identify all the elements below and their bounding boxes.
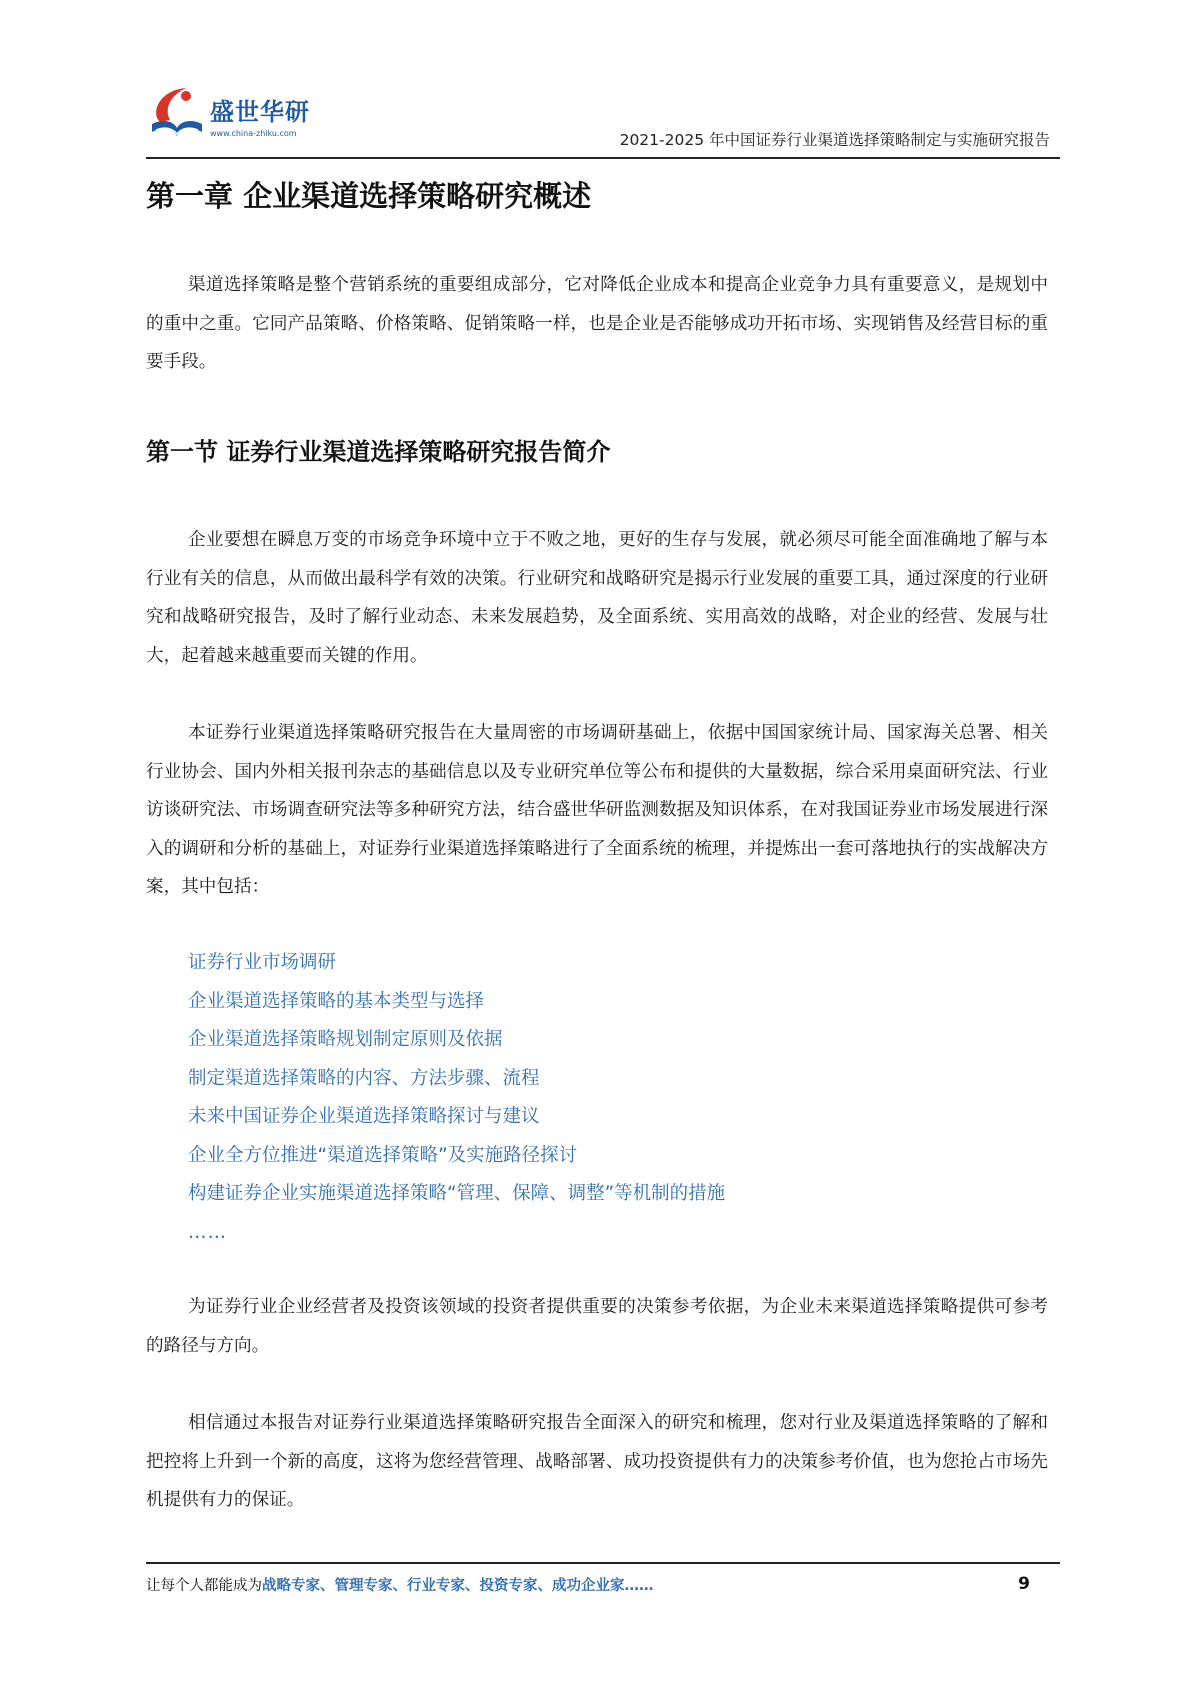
contents-item[interactable]: 企业渠道选择策略的基本类型与选择 — [188, 990, 485, 1012]
contents-list — [188, 944, 725, 1252]
logo-emblem-icon — [146, 82, 208, 144]
body-paragraph-1: 企业要想在瞬息万变的市场竞争环境中立于不败之地，更好的生存与发展，就必须尽可能全面准确地了解与本行业有关的信息，从而做出最科学有效的决策。行业研究和战略研究是揭示行业发展的重要工具，通过深度的行业研究和战略研究报告，及时了解行业动态、未来发展趋势，及全面系统、实用高效的战略，对企业的经营、发展与壮大，起着越来越重要而关键的作用。 — [146, 530, 1048, 666]
company-logo — [146, 80, 326, 150]
footer-slogan-roles: 战略专家、管理专家、行业专家、投资专家、成功企业家…… — [262, 1578, 654, 1594]
contents-item[interactable]: 制定渠道选择策略的内容、方法步骤、流程 — [188, 1067, 540, 1089]
logo-url: www.china-zhiku.com — [210, 129, 297, 138]
intro-paragraph: 渠道选择策略是整个营销系统的重要组成部分，它对降低企业成本和提高企业竞争力具有重要意义，是规划中的重中之重。它同产品策略、价格策略、促销策略一样，也是企业是否能够成功开拓市场、实现销售及经营目标的重要手段。 — [146, 275, 1048, 372]
contents-item[interactable]: 未来中国证券企业渠道选择策略探讨与建议 — [188, 1106, 540, 1127]
contents-item[interactable]: 企业全方位推进“渠道选择策略”及实施路径探讨 — [188, 1144, 578, 1166]
contents-ellipsis: …… — [188, 1221, 227, 1243]
contents-item[interactable]: 企业渠道选择策略规划制定原则及依据 — [188, 1029, 503, 1050]
contents-item[interactable]: 构建证券企业实施渠道选择策略“管理、保障、调整”等机制的措施 — [188, 1183, 726, 1204]
body-paragraph-3: 为证券行业企业经营者及投资该领域的投资者提供重要的决策参考依据，为企业未来渠道选择策略提供可参考的路径与方向。 — [146, 1297, 1048, 1356]
body-paragraph-2: 本证券行业渠道选择策略研究报告在大量周密的市场调研基础上，依据中国国家统计局、国家海关总署、相关行业协会、国内外相关报刊杂志的基础信息以及专业研究单位等公布和提供的大量数据，综合采用桌面研究法、行业访谈研究法、市场调查研究法等多种研究方法，结合盛世华研监测数据及知识体系，在对我国证券业市场发展进行深入的调研和分析的基础上，对证券行业渠道选择策略进行了全面系统的梳理，并提炼出一套可落地执行的实战解决方案，其中包括： — [146, 723, 1048, 897]
logo-name: 盛世华研 — [210, 98, 310, 126]
page-footer — [146, 1574, 1060, 1598]
contents-item[interactable]: 证券行业市场调研 — [188, 952, 337, 973]
chapter-title: 第一章 企业渠道选择策略研究概述 — [146, 179, 592, 213]
section-title: 第一节 证券行业渠道选择策略研究报告简介 — [146, 438, 611, 466]
footer-divider — [146, 1562, 1060, 1564]
footer-slogan-prefix: 让每个人都能成为 — [146, 1578, 262, 1594]
report-title: 2021-2025 年中国证券行业渠道选择策略制定与实施研究报告 — [619, 131, 1050, 149]
header-divider — [146, 157, 1060, 159]
page-number: 9 — [1018, 1574, 1030, 1594]
page-header — [146, 80, 1060, 160]
body-paragraph-4: 相信通过本报告对证券行业渠道选择策略研究报告全面深入的研究和梳理，您对行业及渠道选择策略的了解和把控将上升到一个新的高度，这将为您经营管理、战略部署、成功投资提供有力的决策参考价值，也为您抢占市场先机提供有力的保证。 — [146, 1413, 1048, 1510]
